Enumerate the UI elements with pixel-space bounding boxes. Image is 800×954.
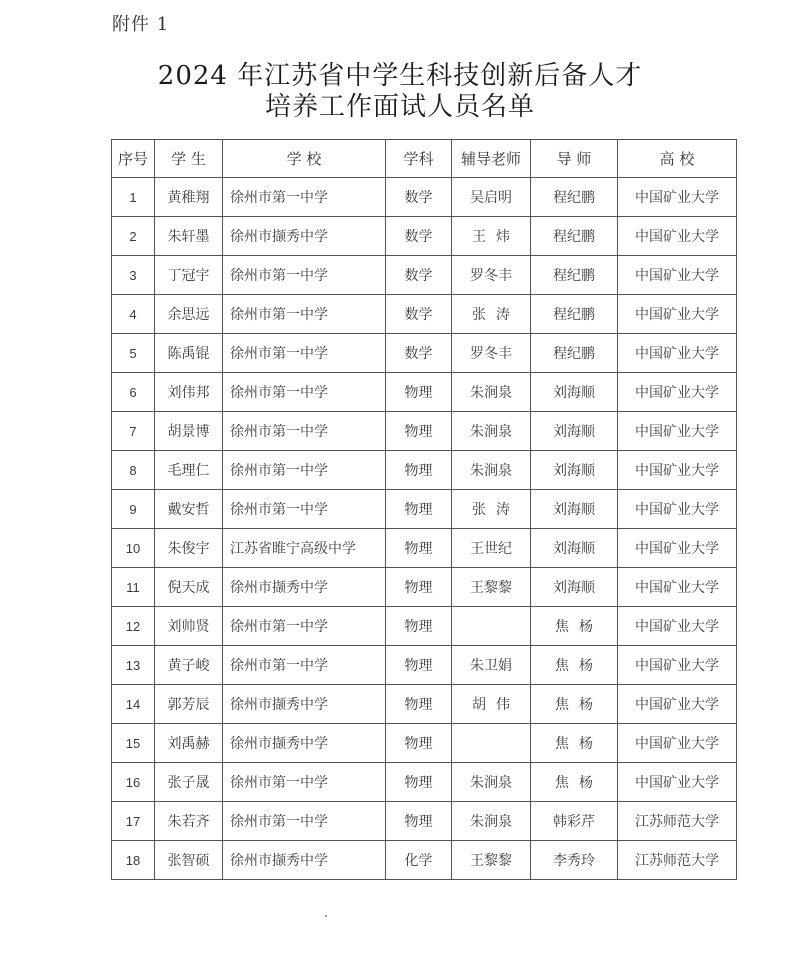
- cell-mentor: 焦杨: [531, 724, 618, 763]
- cell-student: 张子晟: [155, 763, 223, 802]
- cell-university: 中国矿业大学: [618, 724, 737, 763]
- cell-university: 中国矿业大学: [618, 217, 737, 256]
- table-row: [112, 178, 737, 217]
- table-row: [112, 490, 737, 529]
- cell-no: 11: [112, 568, 155, 607]
- cell-tutor: 张涛: [452, 490, 531, 529]
- cell-mentor: 程纪鹏: [531, 295, 618, 334]
- cell-subject: 化学: [386, 841, 452, 880]
- cell-mentor: 程纪鹏: [531, 217, 618, 256]
- cell-tutor: 朱卫娟: [452, 646, 531, 685]
- cell-tutor: 朱涧泉: [452, 802, 531, 841]
- cell-mentor: 焦杨: [531, 685, 618, 724]
- cell-subject: 物理: [386, 373, 452, 412]
- cell-student: 倪天成: [155, 568, 223, 607]
- table-row: [112, 373, 737, 412]
- cell-tutor: 王炜: [452, 217, 531, 256]
- cell-tutor: 朱涧泉: [452, 451, 531, 490]
- cell-no: 5: [112, 334, 155, 373]
- cell-school: 徐州市第一中学: [223, 178, 386, 217]
- cell-subject: 物理: [386, 607, 452, 646]
- cell-no: 14: [112, 685, 155, 724]
- cell-no: 13: [112, 646, 155, 685]
- cell-school: 徐州市撷秀中学: [223, 217, 386, 256]
- cell-university: 中国矿业大学: [618, 529, 737, 568]
- table-row: [112, 412, 737, 451]
- cell-subject: 数学: [386, 256, 452, 295]
- cell-subject: 物理: [386, 412, 452, 451]
- table-row: [112, 568, 737, 607]
- cell-university: 中国矿业大学: [618, 412, 737, 451]
- cell-school: 徐州市第一中学: [223, 334, 386, 373]
- table-header-row: [112, 140, 737, 178]
- cell-no: 2: [112, 217, 155, 256]
- cell-no: 7: [112, 412, 155, 451]
- cell-mentor: 韩彩芹: [531, 802, 618, 841]
- table-row: [112, 334, 737, 373]
- cell-tutor: 朱涧泉: [452, 763, 531, 802]
- cell-mentor: 刘海顺: [531, 412, 618, 451]
- cell-mentor: 刘海顺: [531, 490, 618, 529]
- cell-tutor: 张涛: [452, 295, 531, 334]
- scan-speck: [325, 915, 327, 917]
- cell-university: 中国矿业大学: [618, 334, 737, 373]
- cell-tutor: 罗冬丰: [452, 256, 531, 295]
- cell-mentor: 程纪鹏: [531, 178, 618, 217]
- cell-subject: 物理: [386, 451, 452, 490]
- cell-student: 陈禹锟: [155, 334, 223, 373]
- cell-university: 中国矿业大学: [618, 373, 737, 412]
- cell-student: 黄子峻: [155, 646, 223, 685]
- cell-mentor: 程纪鹏: [531, 256, 618, 295]
- table-row: [112, 217, 737, 256]
- cell-student: 余思远: [155, 295, 223, 334]
- cell-mentor: 刘海顺: [531, 568, 618, 607]
- cell-student: 郭芳辰: [155, 685, 223, 724]
- table-row: [112, 529, 737, 568]
- cell-subject: 数学: [386, 334, 452, 373]
- cell-subject: 物理: [386, 529, 452, 568]
- cell-subject: 物理: [386, 724, 452, 763]
- cell-subject: 物理: [386, 802, 452, 841]
- cell-university: 中国矿业大学: [618, 763, 737, 802]
- cell-tutor: 王世纪: [452, 529, 531, 568]
- cell-student: 朱轩墨: [155, 217, 223, 256]
- cell-no: 16: [112, 763, 155, 802]
- cell-school: 徐州市撷秀中学: [223, 568, 386, 607]
- cell-mentor: 刘海顺: [531, 373, 618, 412]
- cell-university: 中国矿业大学: [618, 178, 737, 217]
- cell-student: 刘禹赫: [155, 724, 223, 763]
- cell-student: 毛理仁: [155, 451, 223, 490]
- cell-tutor: 吴启明: [452, 178, 531, 217]
- cell-school: 徐州市第一中学: [223, 802, 386, 841]
- cell-no: 6: [112, 373, 155, 412]
- cell-tutor: 罗冬丰: [452, 334, 531, 373]
- cell-school: 徐州市撷秀中学: [223, 841, 386, 880]
- cell-school: 徐州市第一中学: [223, 490, 386, 529]
- table-body: [112, 178, 737, 880]
- cell-university: 江苏师范大学: [618, 802, 737, 841]
- cell-school: 江苏省睢宁高级中学: [223, 529, 386, 568]
- table-row: [112, 841, 737, 880]
- cell-school: 徐州市第一中学: [223, 646, 386, 685]
- page-title-line-2: 培养工作面试人员名单: [264, 92, 535, 122]
- interview-roster-table: [111, 139, 737, 880]
- cell-school: 徐州市第一中学: [223, 451, 386, 490]
- header-no: 序号: [112, 140, 155, 178]
- cell-student: 丁冠宇: [155, 256, 223, 295]
- cell-subject: 数学: [386, 217, 452, 256]
- cell-school: 徐州市第一中学: [223, 412, 386, 451]
- header-student: 学 生: [155, 140, 223, 178]
- cell-mentor: 刘海顺: [531, 451, 618, 490]
- cell-no: 15: [112, 724, 155, 763]
- cell-subject: 数学: [386, 295, 452, 334]
- cell-mentor: 程纪鹏: [531, 334, 618, 373]
- cell-university: 中国矿业大学: [618, 451, 737, 490]
- table-row: [112, 295, 737, 334]
- cell-student: 朱若齐: [155, 802, 223, 841]
- cell-no: 9: [112, 490, 155, 529]
- cell-no: 17: [112, 802, 155, 841]
- cell-no: 10: [112, 529, 155, 568]
- cell-university: 中国矿业大学: [618, 607, 737, 646]
- cell-student: 张智硕: [155, 841, 223, 880]
- header-university: 高 校: [618, 140, 737, 178]
- cell-no: 12: [112, 607, 155, 646]
- cell-mentor: 焦杨: [531, 763, 618, 802]
- cell-university: 中国矿业大学: [618, 490, 737, 529]
- cell-mentor: 焦杨: [531, 646, 618, 685]
- cell-subject: 数学: [386, 178, 452, 217]
- cell-university: 中国矿业大学: [618, 685, 737, 724]
- header-subject: 学科: [386, 140, 452, 178]
- table-row: [112, 607, 737, 646]
- header-tutor: 辅导老师: [452, 140, 531, 178]
- cell-school: 徐州市第一中学: [223, 607, 386, 646]
- attachment-label: 附件 1: [112, 14, 170, 35]
- cell-subject: 物理: [386, 763, 452, 802]
- cell-mentor: 刘海顺: [531, 529, 618, 568]
- cell-no: 18: [112, 841, 155, 880]
- cell-school: 徐州市撷秀中学: [223, 685, 386, 724]
- cell-university: 江苏师范大学: [618, 841, 737, 880]
- cell-no: 4: [112, 295, 155, 334]
- cell-mentor: 焦杨: [531, 607, 618, 646]
- cell-tutor: [452, 607, 531, 646]
- cell-school: 徐州市第一中学: [223, 256, 386, 295]
- cell-university: 中国矿业大学: [618, 568, 737, 607]
- cell-school: 徐州市第一中学: [223, 373, 386, 412]
- cell-student: 朱俊宇: [155, 529, 223, 568]
- cell-university: 中国矿业大学: [618, 646, 737, 685]
- table-row: [112, 451, 737, 490]
- cell-subject: 物理: [386, 490, 452, 529]
- cell-student: 戴安哲: [155, 490, 223, 529]
- cell-subject: 物理: [386, 646, 452, 685]
- cell-tutor: [452, 724, 531, 763]
- table-row: [112, 763, 737, 802]
- cell-student: 刘帅贤: [155, 607, 223, 646]
- table-row: [112, 724, 737, 763]
- cell-no: 3: [112, 256, 155, 295]
- page-title-line-1: 2024 年江苏省中学生科技创新后备人才: [157, 61, 643, 91]
- cell-tutor: 朱涧泉: [452, 412, 531, 451]
- cell-subject: 物理: [386, 685, 452, 724]
- cell-no: 8: [112, 451, 155, 490]
- cell-student: 刘伟邦: [155, 373, 223, 412]
- cell-school: 徐州市第一中学: [223, 295, 386, 334]
- cell-student: 胡景博: [155, 412, 223, 451]
- header-school: 学 校: [223, 140, 386, 178]
- cell-university: 中国矿业大学: [618, 256, 737, 295]
- table-row: [112, 256, 737, 295]
- table-row: [112, 646, 737, 685]
- cell-tutor: 胡伟: [452, 685, 531, 724]
- cell-no: 1: [112, 178, 155, 217]
- cell-tutor: 王黎黎: [452, 841, 531, 880]
- cell-mentor: 李秀玲: [531, 841, 618, 880]
- header-mentor: 导 师: [531, 140, 618, 178]
- cell-subject: 物理: [386, 568, 452, 607]
- cell-school: 徐州市撷秀中学: [223, 724, 386, 763]
- cell-tutor: 王黎黎: [452, 568, 531, 607]
- cell-school: 徐州市第一中学: [223, 763, 386, 802]
- cell-university: 中国矿业大学: [618, 295, 737, 334]
- cell-student: 黄稚翔: [155, 178, 223, 217]
- table-row: [112, 802, 737, 841]
- cell-tutor: 朱涧泉: [452, 373, 531, 412]
- table-row: [112, 685, 737, 724]
